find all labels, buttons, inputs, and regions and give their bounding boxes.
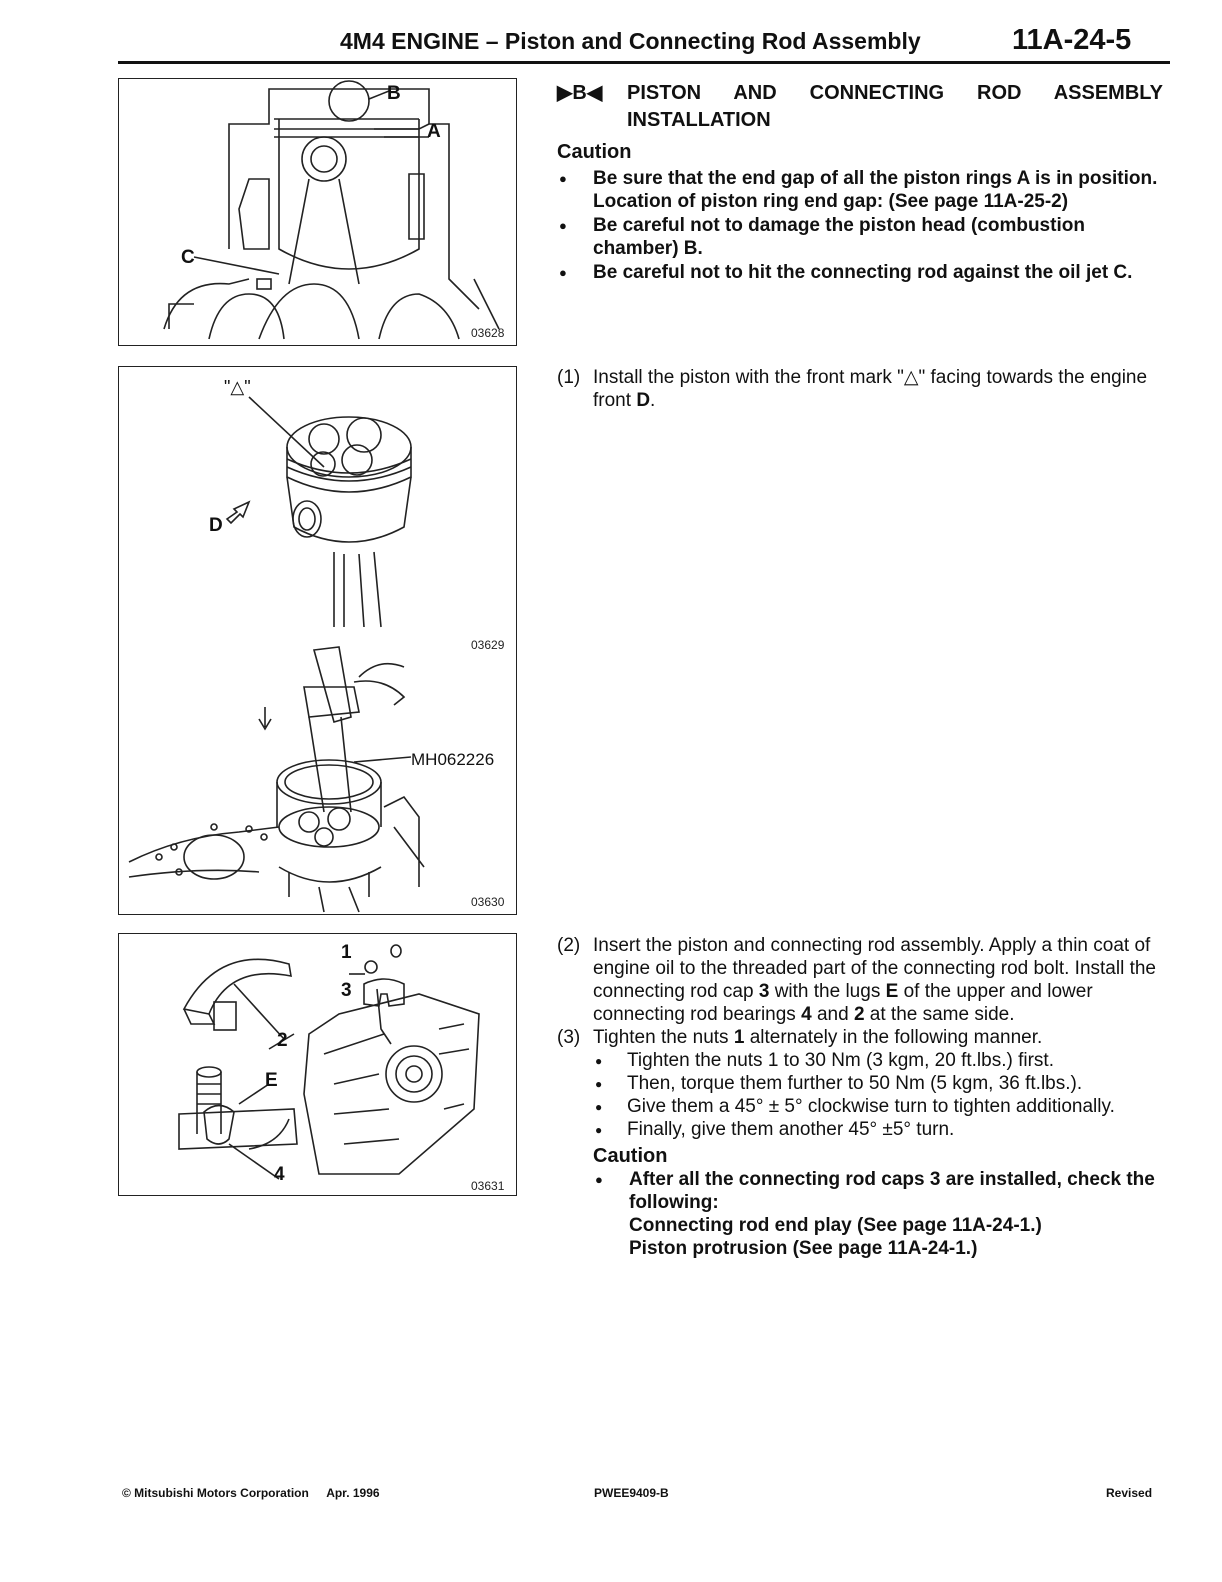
label-e: E xyxy=(265,1070,278,1091)
label-d: D xyxy=(209,515,223,536)
step-text: with the lugs xyxy=(774,981,881,1002)
step-bold-ref: 2 xyxy=(853,1004,865,1025)
step-text: of the upper and lower connecting rod bearings xyxy=(593,981,1093,1025)
section-title-line2: INSTALLATION xyxy=(627,109,771,131)
label-b: B xyxy=(387,83,401,104)
caution-item: ● Be sure that the end gap of all the piston rings A is in position. Location of piston ring end gap: (See page 11A-25-2) xyxy=(557,167,1163,213)
step-text: Tighten the nuts xyxy=(593,1027,729,1048)
label-a: A xyxy=(427,121,441,142)
figure-piston-in-cylinder-drawing xyxy=(119,79,516,345)
figure-rod-cap xyxy=(118,933,517,1196)
step-bold-ref: D xyxy=(636,390,651,411)
figure-code: 03629 xyxy=(471,638,505,652)
step-text: Insert the piston and connecting rod assembly. Apply a thin coat of engine oil to the threaded part of the connecting rod bolt. Install the connecting rod cap xyxy=(593,935,1156,1002)
caution-text: Piston protrusion (See page 11A-24-1.) xyxy=(629,1238,978,1259)
caution-item xyxy=(593,1168,1163,1260)
page-number: 11A-24-5 xyxy=(1012,24,1132,56)
step-number: (3) xyxy=(557,1027,581,1048)
step-text-end: . xyxy=(650,390,656,411)
caution-text: ● After all the connecting rod caps 3 are installed, check the following: xyxy=(629,1169,1155,1213)
step-1 xyxy=(557,366,1163,412)
sub-step: ● Tighten the nuts 1 to 30 Nm (3 kgm, 20 ft.lbs.) first. xyxy=(593,1049,1163,1072)
footer-status: Revised xyxy=(1106,1486,1153,1500)
step-number: (1) xyxy=(557,367,581,388)
step-text: Install the piston with the front mark "△" facing towards the engine front xyxy=(593,367,1148,411)
page-title: 4M4 ENGINE – Piston and Connecting Rod Assembly xyxy=(340,28,921,54)
step-bold-ref: E xyxy=(885,981,899,1002)
caution-text: Connecting rod end play (See page 11A-24-1.) xyxy=(629,1215,1042,1236)
label-3: 3 xyxy=(341,980,352,1001)
caution-heading: Caution xyxy=(593,1145,668,1167)
footer-copyright xyxy=(122,1486,380,1500)
step-bold-ref: 4 xyxy=(801,1004,812,1025)
step-text: at the same side. xyxy=(869,1004,1015,1025)
figure-piston-in-cylinder xyxy=(118,78,517,346)
step-bold-ref: 3 xyxy=(758,981,770,1002)
figure-code: 03630 xyxy=(471,895,505,909)
label-1: 1 xyxy=(341,942,352,963)
sub-step: ● Give them a 45° ± 5° clockwise turn to tighten additionally. xyxy=(593,1095,1163,1118)
header-rule xyxy=(118,61,1170,64)
caution-item: ● Be careful not to hit the connecting rod against the oil jet C. xyxy=(557,261,1163,284)
copyright-text: © Mitsubishi Motors Corporation xyxy=(122,1486,309,1500)
figure-piston-install xyxy=(118,366,517,915)
footer-date: Apr. 1996 xyxy=(326,1486,380,1500)
step-2 xyxy=(557,934,1163,1026)
caution-block xyxy=(557,141,1163,285)
label-front-mark: "△" xyxy=(224,377,251,397)
sub-step: ● Then, torque them further to 50 Nm (5 kgm, 36 ft.lbs.). xyxy=(593,1072,1163,1095)
step-3 xyxy=(557,1026,1163,1049)
label-4: 4 xyxy=(274,1164,285,1185)
step-number: (2) xyxy=(557,935,581,956)
section-marker: ▶B◀ xyxy=(557,82,603,104)
label-tool: MH062226 xyxy=(411,750,495,769)
caution-heading: Caution xyxy=(557,141,632,163)
step-bold-ref: 1 xyxy=(733,1027,745,1048)
figure-code: 03628 xyxy=(471,326,505,340)
figure-rod-cap-drawing xyxy=(119,934,516,1195)
sub-step: ● Finally, give them another 45° ±5° turn. xyxy=(593,1118,1163,1141)
footer-code: PWEE9409-B xyxy=(594,1486,669,1500)
step-text: and xyxy=(816,1004,849,1025)
section-title-line1: PISTON AND CONNECTING ROD ASSEMBLY xyxy=(627,82,1163,104)
figure-piston-install-drawing xyxy=(119,367,516,914)
step-text: alternately in the following manner. xyxy=(749,1027,1043,1048)
label-2: 2 xyxy=(277,1030,288,1051)
steps-2-3 xyxy=(557,934,1163,1261)
caution-item: ● Be careful not to damage the piston head (combustion chamber) B. xyxy=(557,214,1163,260)
figure-code: 03631 xyxy=(471,1179,505,1193)
label-c: C xyxy=(181,247,195,268)
